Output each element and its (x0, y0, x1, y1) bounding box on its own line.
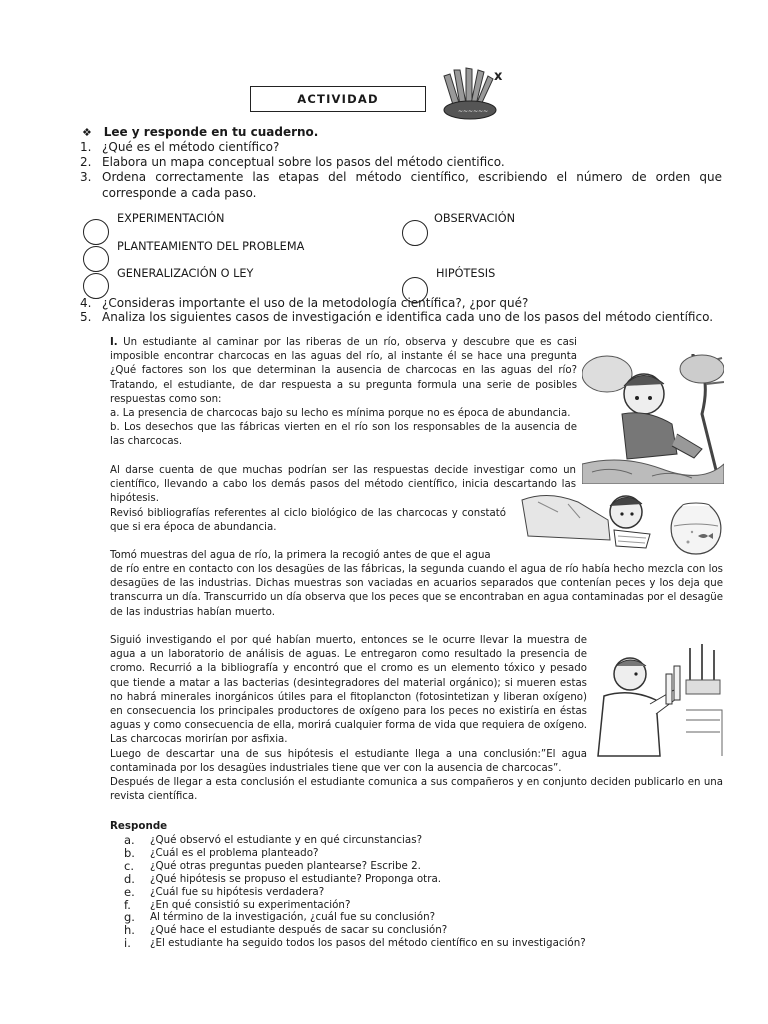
responde-item-d: d. ¿Qué hipótesis se propuso el estudiante? Proponga otra. (124, 871, 442, 886)
stage-label: GENERALIZACIÓN O LEY (117, 267, 254, 280)
question-item-1: 1. ¿Qué es el método científico? (80, 140, 280, 154)
stage-label: PLANTEAMIENTO DEL PROBLEMA (117, 240, 305, 253)
responde-item-c: c. ¿Qué otras preguntas pueden plantearse? Escribe 2. (124, 858, 421, 873)
case-paragraph-2: Al darse cuenta de que muchas podrían ser las respuestas decide investigar como un científico, llevando a cabo los demás pasos del método científico, inicia descartando las hipótesis. (110, 465, 576, 505)
responde-item-b: b. ¿Cuál es el problema planteado? (124, 845, 319, 860)
responde-item-g: g. Al término de la investigación, ¿cuál fue su conclusión? (124, 910, 436, 925)
case-paragraph-4: Siguió investigando el por qué habían muerto, entonces se le ocurre llevar la muestra de agua a un laboratorio de análisis de aguas. Le entregaron como resultado la presencia de cromo. Recurrió a la bibliografía y encontró que el cromo es un elemento tóxico y pesado que tiende a matar a las bacterias (desintegradores del material orgánico); si mueren estas no habrá minerales inorgánicos útiles para el fitoplancton (fotosintetizan y liberan oxígeno) en consecuencia los principales productores de oxígeno para los peces no existiría en éstas aguas y como consecuencia de ella, morirá cualquier forma de vida que requiera de oxígeno. Las charcocas morirían por asfixia. Luego de descartar una de sus hipótesis el estudiante llega a una conclusión:”El agua contaminada por los desagües industriales tiene que ver con la ausencia de charcocas”. Después de llegar a esta conclusión el estudiante comunica a sus compañeros y en conjunto deciden publicarlo en una revista científica. (110, 634, 723, 804)
stage-label: OBSERVACIÓN (434, 212, 516, 225)
pencils-logo (436, 66, 516, 126)
responde-item-a: a. ¿Qué observó el estudiante y en qué circunstancias? (124, 833, 423, 847)
question-item-4: 4. ¿Consideras importante el uso de la metodología científica?, ¿por qué? (80, 296, 529, 310)
case-paragraph-2b: Revisó bibliografías referentes al ciclo biológico de las charcocas y constató que si era época de abundancia. (110, 508, 506, 534)
hypothesis-a: a. La presencia de charcocas bajo su lecho es mínima porque no es época de abundancia. (110, 408, 571, 420)
instructions-heading (82, 125, 318, 141)
hypothesis-b: b. Los desechos que las fábricas vierten en el río son los responsables de la ausencia de las charcocas. (110, 422, 577, 448)
answer-circle[interactable] (83, 246, 109, 272)
responde-heading: Responde (110, 820, 168, 832)
logo-x-mark: x (494, 69, 503, 84)
stage-label: HIPÓTESIS (436, 267, 496, 280)
diamond-bullet-icon: ❖ (82, 126, 92, 139)
responde-item-i: i. ¿El estudiante ha seguido todos los pasos del método científico en su investigación? (124, 936, 586, 951)
responde-item-e: e. ¿Cuál fue su hipótesis verdadera? (124, 884, 325, 899)
responde-list (124, 834, 724, 950)
answer-circle[interactable] (402, 220, 428, 246)
svg-text:~~~~~~: ~~~~~~ (458, 108, 489, 115)
question-item-3: 3. Ordena correctamente las etapas del método científico, escribiendo el número de orden que corresponde a cada paso. (80, 170, 722, 200)
boy-reading-illustration (518, 490, 660, 554)
case-paragraph-1: I. Un estudiante al caminar por las riberas de un río, observa y descubre que es casi imposible encontrar charcocas en las aguas del río, al instante él se hace una pregunta ¿Qué factores son los que determinan la ausencia de charcocas en las aguas del río? Tratando, el estudiante, de dar respuesta a su pregunta formula una serie de posibles respuestas como son: a. La presencia de charcocas bajo su lecho es mínima porque no es época de abundancia. b. Los desechos que las fábricas vierten en el río son los responsables de la ausencia de las charcocas. (110, 336, 723, 474)
instructions-heading-text: Lee y responde en tu cuaderno. (103, 125, 319, 139)
answer-circle[interactable] (83, 219, 109, 245)
question-item-5: 5. Analiza los siguientes casos de investigación e identifica cada uno de los pasos del método científico. (80, 310, 714, 324)
case-numeral: I. (110, 337, 118, 348)
responde-item-h: h. ¿Qué hace el estudiante después de sacar su conclusión? (124, 923, 448, 938)
activity-title: ACTIVIDAD (250, 86, 426, 112)
question-item-2: 2. Elabora un mapa conceptual sobre los pasos del método cientifico. (80, 155, 505, 169)
case-publication: Después de llegar a esta conclusión el estudiante comunica a sus compañeros y en conjunto deciden publicarlo en una revista científica. (110, 777, 723, 803)
stage-label: EXPERIMENTACIÓN (117, 212, 225, 225)
scientist-lab-illustration (590, 640, 724, 760)
case-paragraph-3a: Tomó muestras del agua de río, la primera la recogió antes de que el agua (110, 550, 491, 561)
boy-river-illustration (582, 354, 724, 484)
case-conclusion: Luego de descartar una de sus hipótesis el estudiante llega a una conclusión:”El agua contaminada por los desagües industriales tiene que ver con la ausencia de charcocas”. (110, 748, 587, 774)
fishbowl-illustration (668, 498, 724, 558)
responde-item-f: f. ¿En qué consistió su experimentación? (124, 897, 351, 912)
case-paragraph-3b: de río entre en contacto con los desagües de las fábricas, la segunda cuando el agua de río había hecho mezcla con los desagües de las industrias. Dichas muestras son vaciadas en acuarios separados que contenían peces y los deja que transcurra un día. Transcurrido un día observa que los peces que se encontraban en agua contaminadas por el desagüe de las industrias habían muerto. (110, 564, 724, 618)
